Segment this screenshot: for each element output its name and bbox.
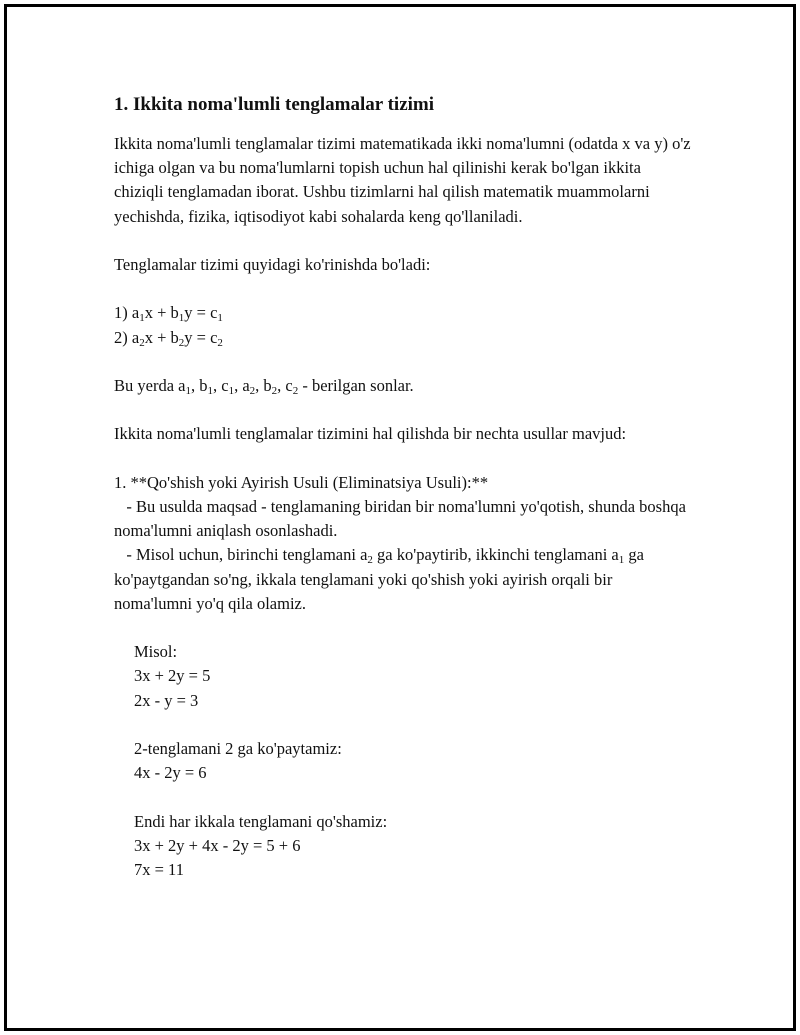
spacer	[114, 447, 694, 471]
spacer	[114, 398, 694, 422]
example-block	[114, 640, 694, 882]
example-step-1-result: 4x - 2y = 6	[134, 763, 207, 783]
equation-2: 2) $a_2x + b_2y = c_2$	[114, 327, 223, 349]
example-step-2-line-1: 3x + 2y + 4x - 2y = 5 + 6	[134, 835, 301, 855]
spacer	[134, 713, 694, 737]
methods-intro: Ikkita noma'lumli tenglamalar tizimini hal qilishda bir nechta usullar mavjud:	[114, 424, 627, 444]
example-step-2-line-2: 7x = 11	[134, 859, 184, 879]
spacer	[114, 616, 694, 640]
page-title: 1. Ikkita noma'lumli tenglamalar tizimi	[114, 94, 435, 115]
example-label: Misol:	[134, 642, 178, 662]
spacer	[134, 785, 694, 809]
form-intro: Tenglamalar tizimi quyidagi ko'rinishda bo'ladi:	[114, 255, 431, 274]
given-values: Bu yerda $a_1$, $b_1$, $c_1$, $a_2$, $b_2$, $c_2$ - berilgan sonlar.	[114, 375, 414, 397]
method-1-bullet-2: - Misol uchun, birinchi tenglamani $a_2$ ga ko'paytirib, ikkinchi tenglamani $a_1$ ga ko'paytgandan so'ng, ikkala tenglamani yoki qo'shish yoki ayirish orqali bir noma'lumni yo'q qila olamiz.	[114, 545, 644, 613]
document-content	[114, 92, 694, 882]
example-line-2: 2x - y = 3	[134, 690, 199, 710]
method-1-bullet-1: - Bu usulda maqsad - tenglamaning biridan bir noma'lumni yo'qotish, shunda boshqa noma'lumni aniqlash osonlashadi.	[114, 496, 686, 541]
spacer	[114, 277, 694, 301]
intro-paragraph: Ikkita noma'lumli tenglamalar tizimi matematikada ikki noma'lumni (odatda x va y) o'z ichiga olgan va bu noma'lumlarni topish uchun hal qilinishi kerak bo'lgan ikkita chiziqli tenglamadan iborat. Ushbu tizimlarni hal qilish matematik muammolarni yechishda, fizika, iqtisodiyot kabi sohalarda keng qo'llaniladi.	[114, 134, 691, 226]
example-step-2: Endi har ikkala tenglamani qo'shamiz:	[134, 811, 388, 831]
example-line-1: 3x + 2y = 5	[134, 666, 211, 686]
example-step-1: 2-tenglamani 2 ga ko'paytamiz:	[134, 738, 342, 758]
method-1-heading: 1. **Qo'shish yoki Ayirish Usuli (Eliminatsiya Usuli):**	[114, 472, 489, 492]
spacer	[114, 229, 694, 253]
equation-1: 1) $a_1x + b_1y = c_1$	[114, 303, 223, 325]
spacer	[114, 350, 694, 374]
